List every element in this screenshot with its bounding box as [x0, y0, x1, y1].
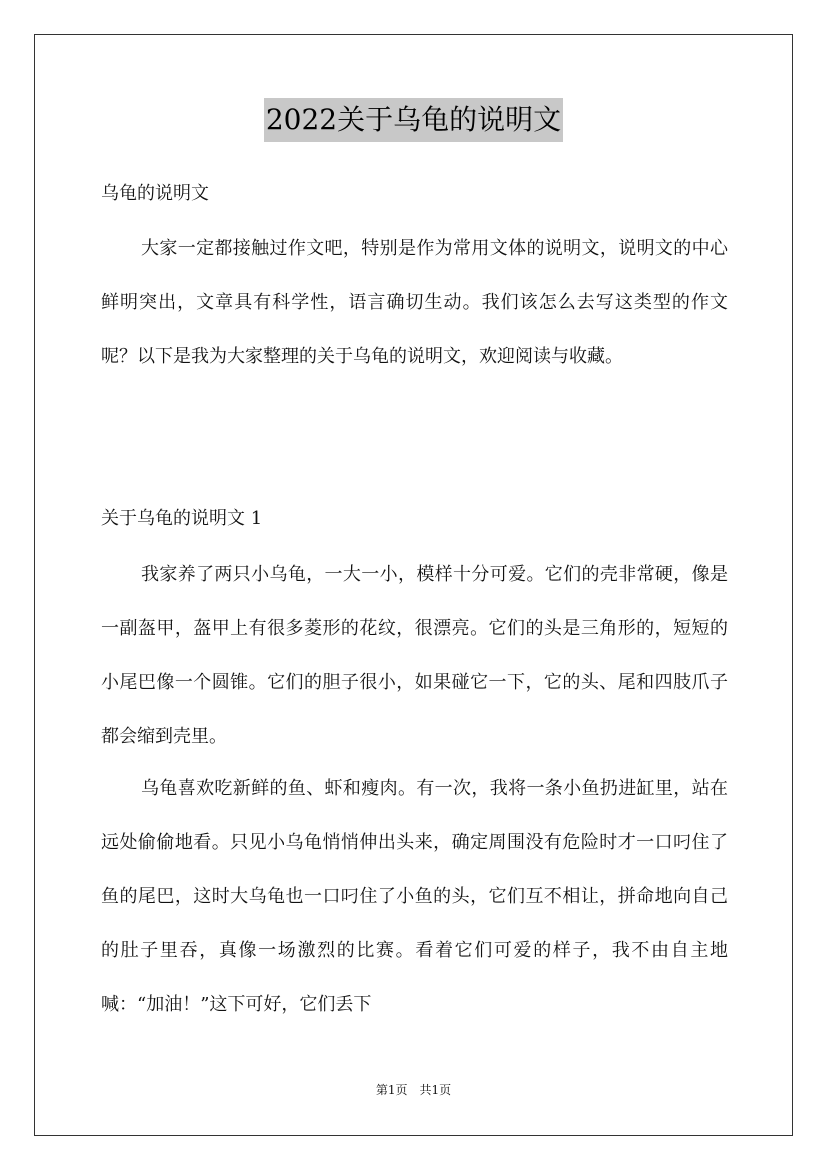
page-footer: 第1页 共1页: [375, 1083, 452, 1097]
document-title-container: [0, 98, 827, 142]
section-heading: 乌龟的说明文: [101, 183, 209, 204]
article-heading: 关于乌龟的说明文 1: [101, 508, 263, 529]
body-paragraph-2: 乌龟喜欢吃新鲜的鱼、虾和瘦肉。有一次，我将一条小鱼扔进缸里，站在远处偷偷地看。只见小乌龟悄悄伸出头来，确定周围没有危险时才一口叼住了鱼的尾巴，这时大乌龟也一口叼住了小鱼的头，它们互不相让，拼命地向自己的肚子里吞，真像一场激烈的比赛。看着它们可爱的样子，我不由自主地喊：“加油！”这下可好，它们丢下: [101, 778, 728, 1015]
document-title: 2022关于乌龟的说明文: [264, 98, 563, 142]
body-paragraph-1: 我家养了两只小乌龟，一大一小，模样十分可爱。它们的壳非常硬，像是一副盔甲，盔甲上有很多菱形的花纹，很漂亮。它们的头是三角形的，短短的小尾巴像一个圆锥。它们的胆子很小，如果碰它一下，它的头、尾和四肢爪子都会缩到壳里。: [101, 564, 728, 747]
intro-paragraph: 大家一定都接触过作文吧，特别是作为常用文体的说明文，说明文的中心鲜明突出，文章具有科学性，语言确切生动。我们该怎么去写这类型的作文呢？以下是我为大家整理的关于乌龟的说明文，欢迎阅读与收藏。: [101, 238, 728, 367]
